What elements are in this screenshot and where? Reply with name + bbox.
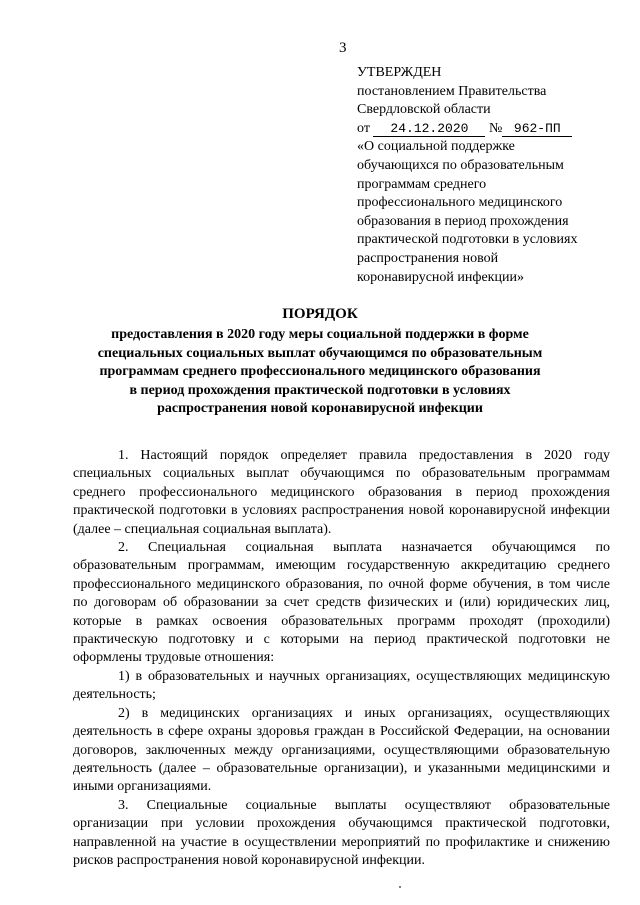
approval-date-line (357, 120, 617, 139)
scan-speck (399, 886, 401, 888)
paragraph-2: 2. Специальная социальная выплата назначается обучающимся по образовательным программам, имеющим государственную аккредитацию среднего профессионального медицинского образования, по очной форме обучения, в том числе по договорам об образовании за счет средств физических и (или) юридических лиц, которые в рамках освоения образовательных программ проходят (проходили) практическую подготовку и с которыми на период практической подготовки не оформлены трудовые отношения: (73, 540, 610, 666)
document-heading (70, 305, 570, 419)
document-subtitle-line: специальных социальных выплат обучающимся по образовательным (97, 345, 543, 361)
approval-subject-line: распространения новой (357, 250, 499, 266)
approval-number: 962-ПП (502, 121, 572, 137)
date-prefix: от (357, 120, 370, 136)
approval-subject-line: обучающихся по образовательным (357, 157, 564, 173)
document-title: ПОРЯДОК (282, 306, 358, 322)
page-number: 3 (339, 40, 347, 56)
approval-subject-line: образования в период прохождения (357, 213, 569, 229)
number-prefix: № (488, 120, 503, 136)
paragraph-1: 1. Настоящий порядок определяет правила предоставления в 2020 году специальных социальных выплат обучающимся по образовательным программам среднего профессионального медицинского образования в период прохождения практической подготовки в условиях распространения новой коронавирусной инфекции (далее – специальная социальная выплата). (73, 448, 610, 537)
document-subtitle-line: распространения новой коронавирусной инфекции (157, 401, 483, 417)
approval-subject-line: «О социальной поддержке (357, 139, 515, 155)
paragraph-2-item-1: 1) в образовательных и научных организациях, осуществляющих медицинскую деятельность; (73, 668, 610, 703)
approval-subject-line: практической подготовки в условиях (357, 232, 578, 248)
approval-issuer-line1: постановлением Правительства (357, 83, 547, 99)
approval-subject-line: профессионального медицинского (357, 195, 563, 211)
approval-date: 24.12.2020 (373, 121, 485, 137)
approval-status: УТВЕРЖДЕН (357, 65, 442, 80)
document-body (73, 447, 610, 870)
paragraph-3: 3. Специальные социальные выплаты осуществляют образовательные организации при условии прохождения обучающимся практической подготовки, направленной на участие в осуществлении мероприятий по профилактике и снижению рисков распространения новой коронавирусной инфекции. (73, 797, 610, 868)
document-subtitle-line: программам среднего профессионального медицинского образования (99, 364, 541, 380)
document-subtitle-line: предоставления в 2020 году меры социальной поддержки в форме (111, 327, 529, 342)
paragraph-2-item-2: 2) в медицинских организациях и иных организациях, осуществляющих деятельность в сфере охраны здоровья граждан в Российской Федерации, на основании договоров, заключенных между организациями, осуществляющими образовательную деятельность (далее – образовательные организации), и указанными медицинскими и иными организациями. (73, 705, 610, 795)
approval-subject-line: коронавирусной инфекции» (357, 269, 524, 285)
approval-subject-line: программам среднего (357, 176, 487, 192)
approval-block (357, 64, 617, 287)
approval-issuer-line2: Свердловской области (357, 102, 491, 118)
document-subtitle-line: в период прохождения практической подготовки в условиях (129, 382, 511, 398)
